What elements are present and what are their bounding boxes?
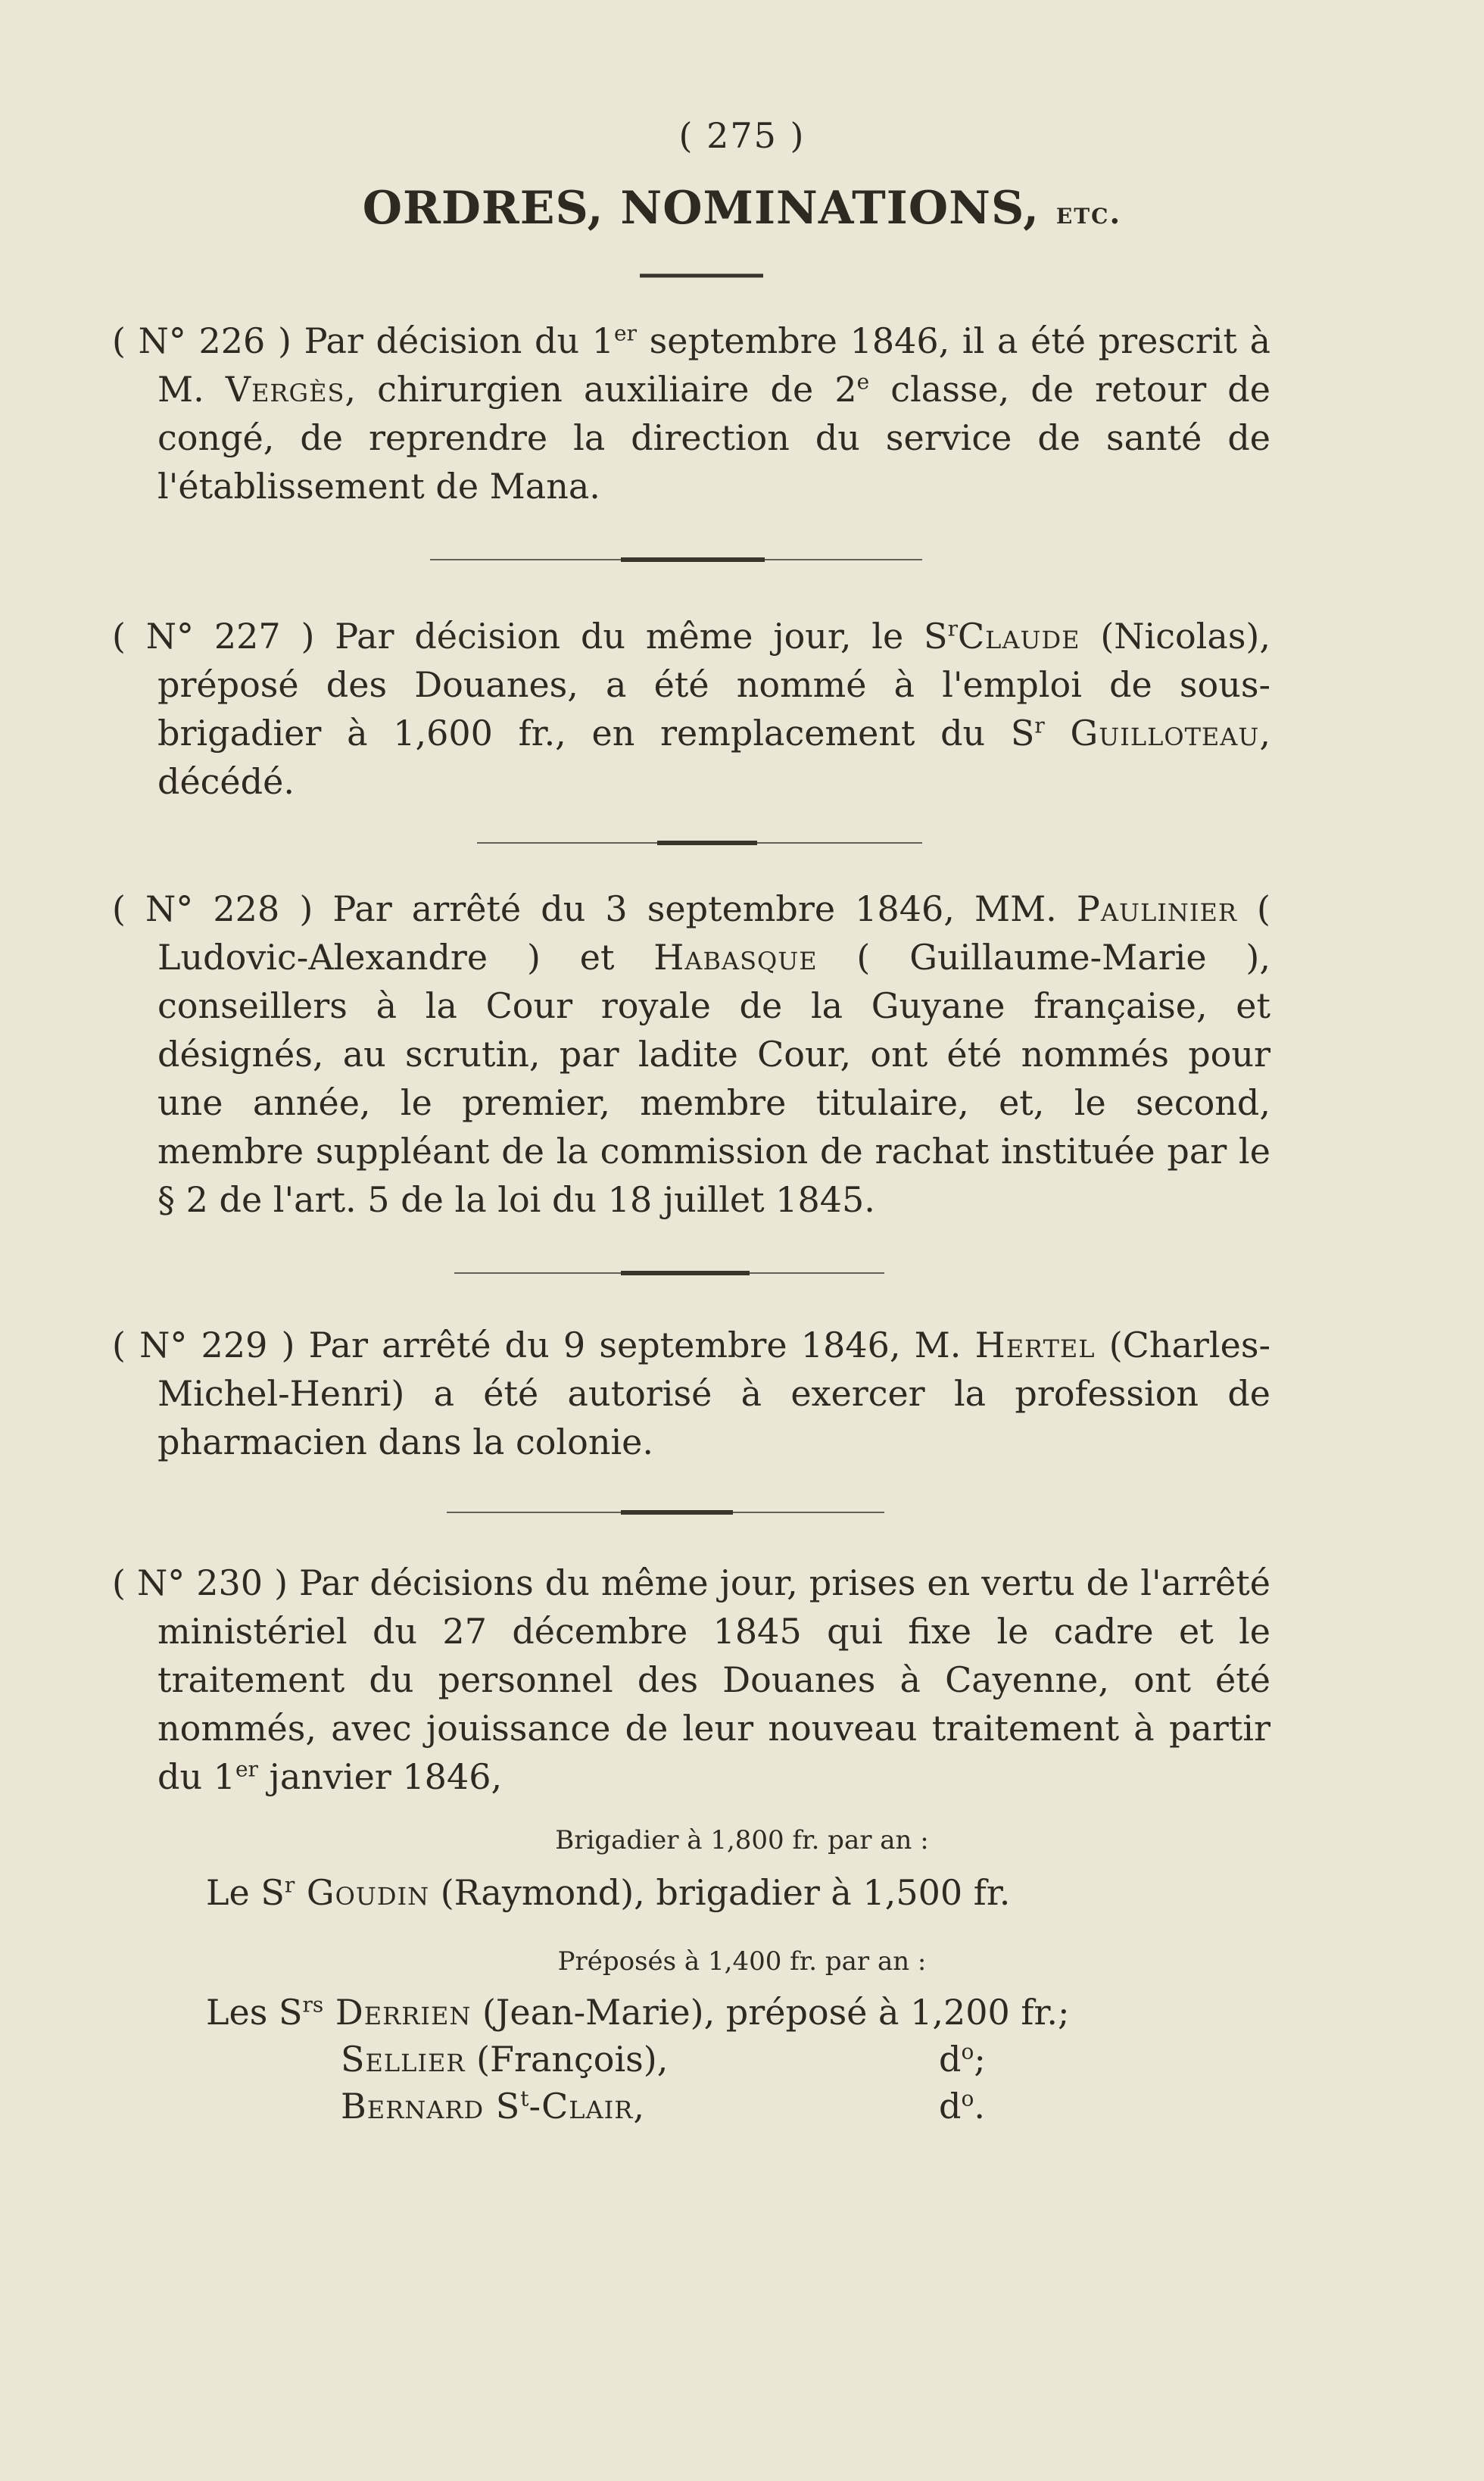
prepose-line: Bernard $S^t$-Clair, — [341, 2086, 644, 2127]
ditto-mark: $d^o$; — [939, 2039, 986, 2080]
prepose-line: Sellier (François), — [341, 2039, 669, 2080]
person-name: Claude — [957, 616, 1080, 657]
title-divider — [0, 271, 1484, 280]
brigadier-heading: Brigadier à 1,800 fr. par an : — [555, 1825, 929, 1855]
entry-number: ( N° 229 ) — [112, 1325, 295, 1365]
person-name: Paulinier — [1076, 888, 1237, 929]
person-name: Hertel — [974, 1325, 1096, 1365]
person-name: Habasque — [653, 937, 818, 978]
entry-227: ( N° 227 ) Par décision du même jour, le $S^rClaude$ (Nicolas), préposé des Douanes, a été nommé à l'emploi de sous-brigadier à 1,600 fr., en remplacement du $S^r$ Guilloteau, décédé. — [112, 616, 1270, 802]
page-number: ( 275 ) — [678, 115, 806, 156]
section-divider — [0, 1507, 1484, 1518]
person-name: Vergès — [225, 369, 345, 410]
brigadier-line: Le $S^r$ Goudin (Raymond), brigadier à 1,500 fr. — [206, 1872, 1011, 1913]
section-divider — [0, 1268, 1484, 1278]
ditto-mark: $d^o$. — [939, 2086, 985, 2127]
entry-229: ( N° 229 ) Par arrêté du 9 septembre 1846, M. Hertel (Charles-Michel-Henri) a été autorisé à exercer la profession de pharmacien dans la colonie. — [112, 1325, 1270, 1462]
entry-number: ( N° 227 ) — [112, 616, 315, 657]
title-main: ORDRES, NOMINATIONS, — [362, 182, 1056, 235]
person-name: Bernard S — [341, 2086, 521, 2127]
person-name: Derrien — [323, 1992, 472, 2033]
person-name: Sellier — [341, 2039, 466, 2080]
entry-230: ( N° 230 ) Par décisions du même jour, prises en vertu de l'arrêté ministériel du 27 décembre 1845 qui fixe le cadre et le traitement du personnel des Douanes à Cayenne, ont été nommés, avec jouissance de leur nouveau traitement à partir du 1er janvier 1846, — [112, 1562, 1270, 1797]
title-etc: etc. — [1055, 195, 1122, 231]
entry-226: ( N° 226 ) Par décision du 1er septembre 1846, il a été prescrit à M. Vergès, chirurgien auxiliaire de 2e classe, de retour de congé, de reprendre la direction du service de santé de l'établissement de Mana. — [112, 320, 1270, 507]
person-name: Goudin — [295, 1872, 430, 1913]
prepose-line: Les $S^{rs}$ Derrien (Jean-Marie), préposé à 1,200 fr.; — [206, 1992, 1070, 2033]
page-title — [0, 182, 1484, 235]
person-name: Guilloteau — [1070, 713, 1260, 754]
section-divider — [0, 838, 1484, 848]
section-divider — [0, 554, 1484, 565]
entry-number: ( N° 230 ) — [112, 1562, 288, 1603]
entry-228: ( N° 228 ) Par arrêté du 3 septembre 1846, MM. Paulinier ( Ludovic-Alexandre ) et Habasque ( Guillaume-Marie ), conseillers à la Cour royale de la Guyane française, et désignés, au scrutin, par ladite Cour, ont été nommés pour une année, le premier, membre titulaire, et, le second, membre suppléant de la commission de rachat instituée par le § 2 de l'art. 5 de la loi du 18 juillet 1845. — [112, 888, 1270, 1220]
entry-number: ( N° 228 ) — [112, 888, 313, 929]
preposes-heading: Préposés à 1,400 fr. par an : — [557, 1946, 927, 1977]
entry-number: ( N° 226 ) — [112, 320, 292, 361]
